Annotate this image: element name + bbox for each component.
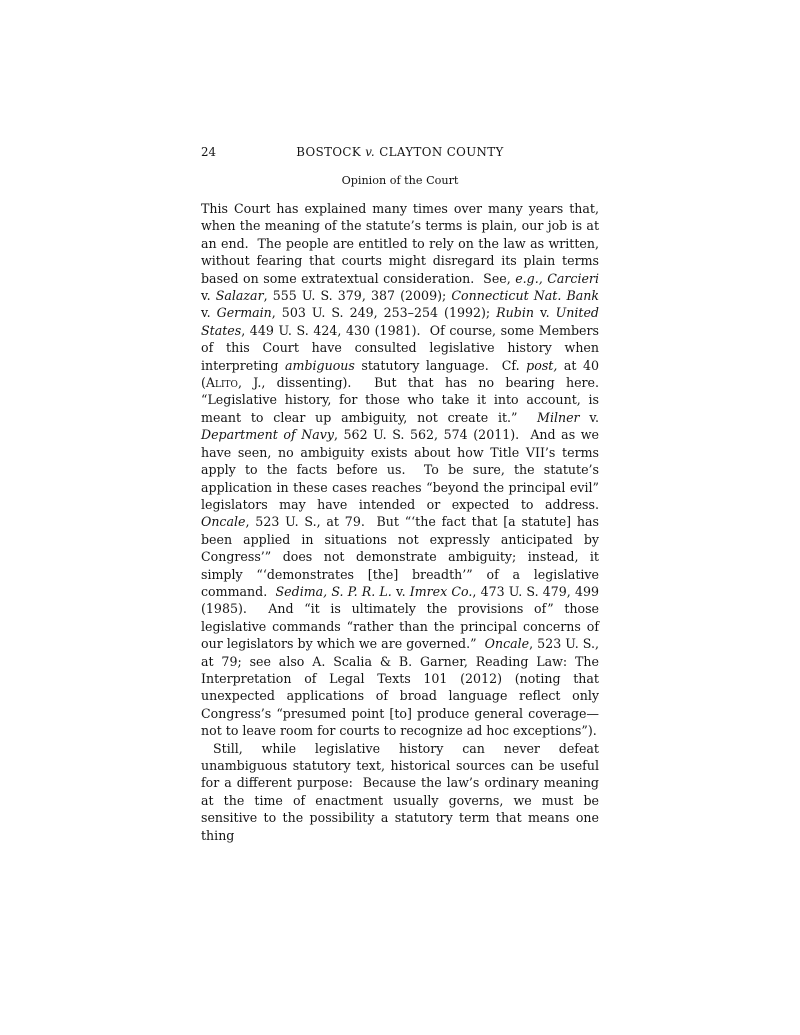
- case-title: [296, 145, 503, 159]
- text-run: v.: [391, 583, 410, 599]
- text-run: This Court has explained many times over many years that, when the meaning of the statute’s terms is plain, our job is at an end. The people are entitled to rely on the law as written, without fearing that courts might disregard its plain terms based on some extratextual consideration. See,: [201, 201, 604, 286]
- section-heading: Opinion of the Court: [341, 174, 459, 187]
- text-run: Oncale: [201, 514, 246, 530]
- paragraph: [201, 200, 608, 740]
- content-column: [201, 0, 608, 844]
- text-run: , 449 U. S. 424, 430 (1981). Of course, some Members of this Court have consulted legislative history when interpreting: [201, 322, 604, 373]
- text-run: Germain: [216, 305, 272, 321]
- text-run: Still, while legislative history can never defeat unambiguous statutory text, historical sources can be useful for a different purpose: Because the law’s ordinary meaning at the time of enactment usually governs, we must be sensitive to the possibility a statutory term that means one thing: [201, 740, 604, 843]
- text-run: Imrex Co.: [409, 583, 473, 599]
- text-run: statutory language. Cf.: [354, 357, 527, 373]
- text-run: e.g., Carcieri: [515, 270, 599, 286]
- text-run: United States: [201, 305, 603, 338]
- text-run: v.: [365, 145, 376, 159]
- text-run: Sedima, S. P. R. L.: [275, 583, 392, 599]
- text-run: , J., dissenting). But that has no bearing here. “Legislative history, for those who take it into account, is meant to clear up ambiguity, not create it.”: [201, 375, 608, 425]
- text-run: Rubin: [496, 305, 534, 321]
- text-run: v.: [201, 270, 604, 304]
- text-run: , 555 U. S. 379, 387 (2009);: [263, 288, 452, 304]
- text-run: at 40 (: [201, 357, 603, 391]
- text-run: Milner: [537, 409, 580, 425]
- text-run: , 523 U. S., at 79. But “‘the fact that [a statute] has been applied in situations not expressly anticipated by Congress’” does not demonstrate ambiguity; instead, it simply “‘demonstrates [the] breadth’” of a legislative command.: [201, 514, 604, 599]
- opinion-body: [201, 200, 608, 844]
- text-run: ambiguous: [285, 357, 355, 373]
- text-run: BOSTOCK: [296, 145, 366, 159]
- text-run: Department of Navy: [201, 427, 334, 443]
- text-run: , 503 U. S. 249, 253–254 (1992);: [271, 305, 497, 321]
- text-run: , 473 U. S. 479, 499 (1985). And “it is ultimately the provisions of” those legislative commands “rather than the principal concerns of our legislators by which we are governed.”: [201, 583, 604, 652]
- text-run: Oncale: [484, 636, 530, 652]
- page-number: 24: [201, 145, 217, 159]
- running-head: [201, 145, 599, 159]
- text-run: v.: [579, 409, 603, 425]
- paragraph: [201, 740, 604, 844]
- text-run: , 562 U. S. 562, 574 (2011). And as we have seen, no ambiguity exists about how Title VII’s terms apply to the facts before us. To be sure, the statute’s application in these cases reaches “beyond the principal evil” legislators may have intended or expected to address.: [201, 427, 607, 512]
- text-run: Alito: [205, 375, 238, 391]
- text-run: Salazar: [215, 288, 264, 304]
- text-run: v.: [201, 288, 604, 321]
- text-run: CLAYTON COUNTY: [375, 145, 504, 159]
- text-run: Connecticut Nat. Bank: [451, 288, 599, 304]
- text-run: v.: [533, 305, 556, 321]
- text-run: , 523 U. S., at 79; see also A. Scalia & B. Garner, Reading Law: The Interpretation of Legal Texts 101 (2012) (noting that unexpected applications of broad language reflect only Congress’s “presumed point [to] produce general coverage—not to leave room for courts to recognize ad hoc exceptions”).: [201, 636, 604, 739]
- text-run: post,: [526, 357, 558, 373]
